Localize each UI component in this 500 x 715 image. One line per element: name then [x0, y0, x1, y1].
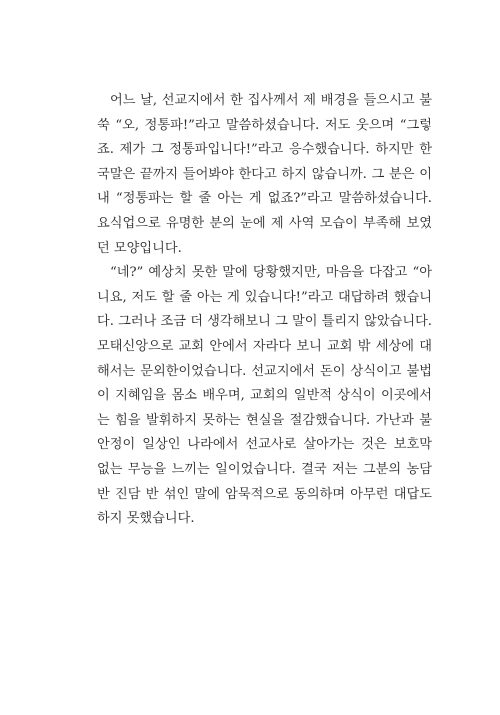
paragraph-1: 어느 날, 선교지에서 한 집사께서 제 배경을 들으시고 불쑥 “오, 정통파!”라고 말씀하셨습니다. 저도 웃으며 “그렇죠. 제가 그 정통파입니다!”라고 응수했습니다. 하지만 한국말은 끝까지 들어봐야 한다고 하지 않습니까. 그 분은 이내 “정통파는 할 줄 아는 게 없죠?”라고 말씀하셨습니다. 요식업으로 유명한 분의 눈에 제 사역 모습이 부족해 보였던 모양입니다. [97, 93, 432, 256]
paragraph-2: “네?” 예상치 못한 말에 당황했지만, 마음을 다잡고 “아니요, 저도 할 줄 아는 게 있습니다!”라고 대답하려 했습니다. 그러나 조금 더 생각해보니 그 말이 틀리지 않았습니다. 모태신앙으로 교회 안에서 자라다 보니 교회 밖 세상에 대해서는 문외한이었습니다. 선교지에서 돈이 상식이고 불법이 지혜임을 몸소 배우며, 교회의 일반적 상식이 이곳에서는 힘을 발휘하지 못하는 현실을 절감했습니다. 가난과 불안정이 일상인 나라에서 선교사로 살아가는 것은 보호막 없는 무능을 느끼는 일이었습니다. 결국 저는 그분의 농담 반 진담 반 섞인 말에 암묵적으로 동의하며 아무런 대답도 하지 못했습니다. [97, 265, 432, 527]
body-text [97, 89, 432, 532]
